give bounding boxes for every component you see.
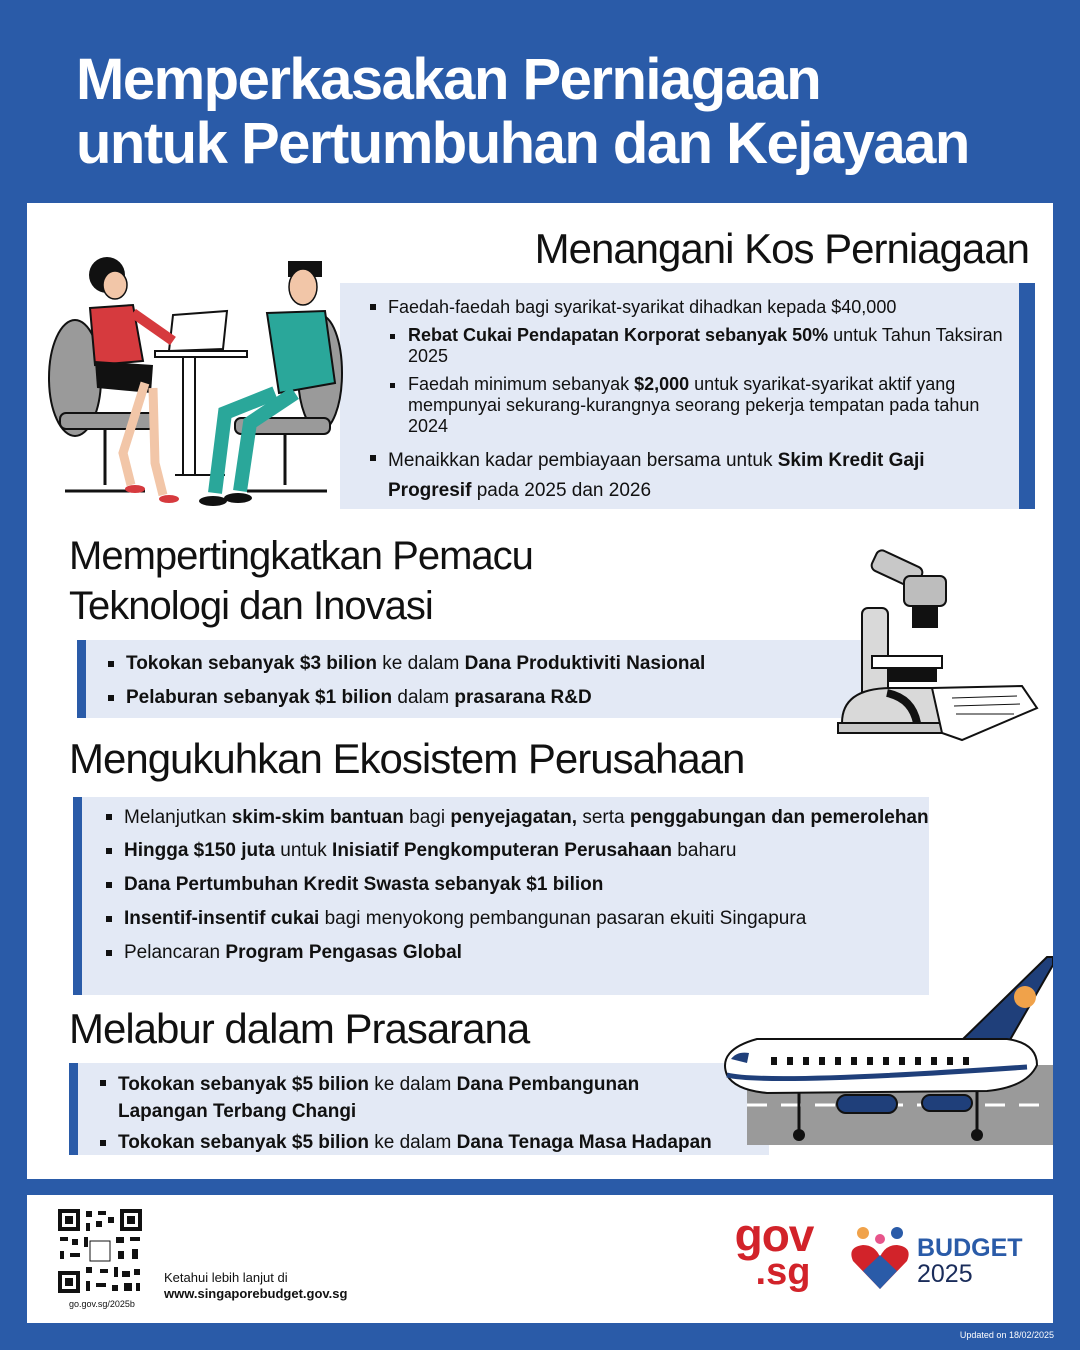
list-item-bold: Skim Kredit Gaji Progresif <box>388 450 925 501</box>
list-item <box>100 1131 769 1155</box>
section-1-list <box>340 283 1019 506</box>
section-1-box <box>340 283 1035 509</box>
list-item-bold: Dana Pertumbuhan Kredit Swasta sebanyak $1 bilion <box>124 874 604 895</box>
gov-sg-logo <box>719 1209 829 1293</box>
qr-caption: go.gov.sg/2025b <box>69 1299 135 1309</box>
budget-logo-text <box>917 1235 1023 1287</box>
heading-line-1: Mempertingkatkan Pemacu <box>69 534 533 578</box>
list-item <box>108 686 867 710</box>
list-item-bold: $2,000 <box>634 374 690 394</box>
list-item-bold: Tokokan sebanyak $5 bilion <box>118 1132 369 1153</box>
list-item-bold: Hingga $150 juta <box>124 840 275 861</box>
list-item-bold: Rebat Cukai Pendapatan Korporat sebanyak 50% <box>408 325 829 345</box>
page-title <box>76 48 1056 176</box>
list-item <box>370 295 1003 319</box>
list-item-text: pada 2025 dan 2026 <box>471 480 652 501</box>
list-item-bold: prasarana R&D <box>454 687 592 708</box>
list-item-bold: Pelaburan sebanyak $1 bilion <box>126 687 393 708</box>
airplane-illustration <box>707 955 1053 1155</box>
title-line-2: untuk Pertumbuhan dan Kejayaan <box>76 111 969 176</box>
list-item-text: ke dalam <box>368 1132 457 1153</box>
list-item-text: Pelancaran <box>124 942 226 963</box>
list-item-bold: Program Pengasas Global <box>225 942 462 963</box>
section-2-list <box>86 640 867 710</box>
budget-label: BUDGET <box>917 1234 1023 1262</box>
list-item-bold: Inisiatif Pengkomputeran Perusahaan <box>332 840 673 861</box>
footer <box>27 1195 1053 1323</box>
section-heading-business-costs: Menangani Kos Perniagaan <box>534 225 1029 272</box>
budget-year: 2025 <box>917 1260 973 1288</box>
gov-logo-text: gov <box>734 1209 814 1261</box>
section-2-box <box>77 640 867 718</box>
list-item-text: bagi <box>403 807 451 828</box>
section-heading-technology <box>69 531 533 631</box>
list-item-text: bagi menyokong pembangunan pasaran ekuiti Singapura <box>319 908 807 929</box>
list-item <box>106 873 929 897</box>
list-item-bold: penggabungan dan pemerolehan <box>629 807 929 828</box>
list-item-text: Menaikkan kadar pembiayaan bersama untuk <box>388 450 778 471</box>
budget-heart-icon <box>849 1225 911 1291</box>
list-item-bold: Dana Pembangunan Lapangan Terbang Changi <box>118 1074 640 1122</box>
list-item-text: baharu <box>672 840 737 861</box>
list-item-text: untuk Tahun Taksiran 2025 <box>408 325 1003 366</box>
section-heading-infrastructure: Melabur dalam Prasarana <box>69 1005 530 1052</box>
list-item-text: dalam <box>392 687 455 708</box>
list-item-bold: Tokokan sebanyak $3 bilion <box>126 653 377 674</box>
section-4-list <box>78 1063 769 1155</box>
list-item <box>370 446 1003 506</box>
list-item-bold: Dana Tenaga Masa Hadapan <box>456 1132 712 1153</box>
list-item-text: serta <box>577 807 630 828</box>
list-item <box>100 1071 660 1125</box>
list-item <box>106 907 929 931</box>
list-item-text: ke dalam <box>376 653 465 674</box>
list-item-text: Faedah-faedah bagi syarikat-syarikat dihadkan kepada $40,000 <box>388 297 897 317</box>
list-item-text: ke dalam <box>368 1074 457 1095</box>
website-link[interactable]: www.singaporebudget.gov.sg <box>164 1286 348 1301</box>
title-line-1: Memperkasakan Perniagaan <box>76 47 821 112</box>
content-panel <box>27 203 1053 1179</box>
qr-code-icon[interactable] <box>56 1207 144 1295</box>
list-item-bold: Dana Produktiviti Nasional <box>464 653 706 674</box>
learn-more-label: Ketahui lebih lanjut di <box>164 1270 288 1285</box>
list-item-bold: Tokokan sebanyak $5 bilion <box>118 1074 369 1095</box>
list-item-text: untuk syarikat-syarikat aktif yang mempunyai sekurang-kurangnya seorang pekerja tempatan pada tahun 2024 <box>408 374 980 436</box>
section-3-list <box>82 797 929 965</box>
list-item-text: untuk <box>275 840 333 861</box>
list-item <box>370 325 1003 367</box>
list-item-bold: skim-skim bantuan <box>231 807 404 828</box>
heading-line-2: Teknologi dan Inovasi <box>69 584 433 628</box>
sg-logo-text: .sg <box>755 1251 811 1293</box>
business-meeting-illustration <box>35 253 355 513</box>
list-item <box>108 652 867 676</box>
list-item-bold: Insentif-insentif cukai <box>124 908 320 929</box>
list-item <box>106 839 929 863</box>
list-item-bold: penyejagatan, <box>450 807 578 828</box>
section-4-box <box>69 1063 769 1155</box>
section-heading-ecosystem: Mengukuhkan Ekosistem Perusahaan <box>69 735 745 782</box>
microscope-illustration <box>832 548 1042 748</box>
list-item <box>370 374 1003 437</box>
list-item <box>106 805 929 831</box>
updated-date: Updated on 18/02/2025 <box>959 1330 1054 1340</box>
list-item-text: Faedah minimum sebanyak <box>408 374 635 394</box>
list-item-text: Melanjutkan <box>124 807 232 828</box>
